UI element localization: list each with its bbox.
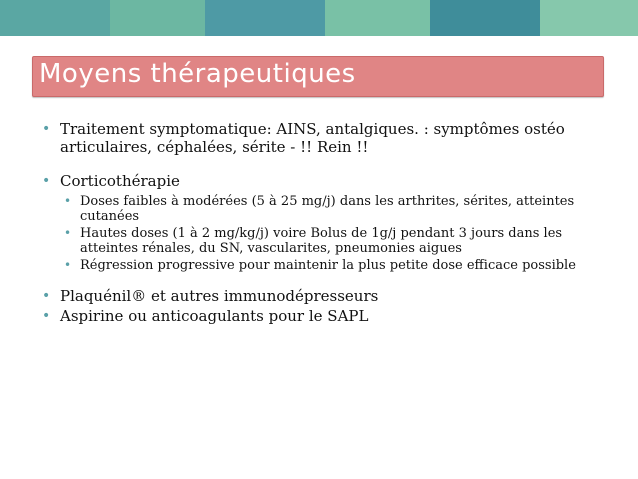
list-item: [38, 172, 608, 190]
bullet-icon: •: [42, 121, 51, 137]
list-item-text: Aspirine ou anticoagulants pour le SAPL: [60, 307, 369, 325]
bullet-icon: •: [42, 308, 51, 324]
bullet-icon: •: [42, 288, 51, 304]
band-block: [205, 0, 325, 36]
bullet-icon: •: [64, 258, 72, 272]
list-item: [38, 120, 608, 156]
bullet-icon: •: [64, 194, 72, 208]
bullet-list: [38, 120, 608, 325]
sub-list-item-text: Hautes doses (1 à 2 mg/kg/j) voire Bolus de 1g/j pendant 3 jours dans les atteintes rénales, du SN, vascularites, pneumonies aigues: [80, 226, 563, 256]
band-block: [0, 0, 110, 36]
bullet-icon: •: [42, 173, 51, 189]
list-item-text: Corticothérapie: [60, 172, 180, 190]
bullet-icon: •: [64, 226, 72, 240]
title-bar: [32, 56, 604, 97]
list-item: [38, 307, 608, 325]
band-block: [325, 0, 430, 36]
band-block: [540, 0, 638, 36]
band-block: [430, 0, 540, 36]
list-item-text: Plaquénil® et autres immunodépresseurs: [60, 287, 379, 305]
slide-title: Moyens thérapeutiques: [39, 59, 356, 89]
list-item-text: Traitement symptomatique: AINS, antalgiques. : symptômes ostéo articulaires, céphalées, sérite - !! Rein !!: [60, 120, 565, 156]
sub-list-item: [38, 258, 608, 273]
decorative-top-band: [0, 0, 638, 36]
sub-list-item-text: Doses faibles à modérées (5 à 25 mg/j) dans les arthrites, sérites, atteintes cutanées: [80, 194, 575, 224]
band-block: [110, 0, 205, 36]
list-item: [38, 287, 608, 305]
sub-list-item: [38, 194, 608, 224]
sub-list-item: [38, 226, 608, 256]
sub-list-item-text: Régression progressive pour maintenir la plus petite dose efficace possible: [80, 258, 576, 273]
